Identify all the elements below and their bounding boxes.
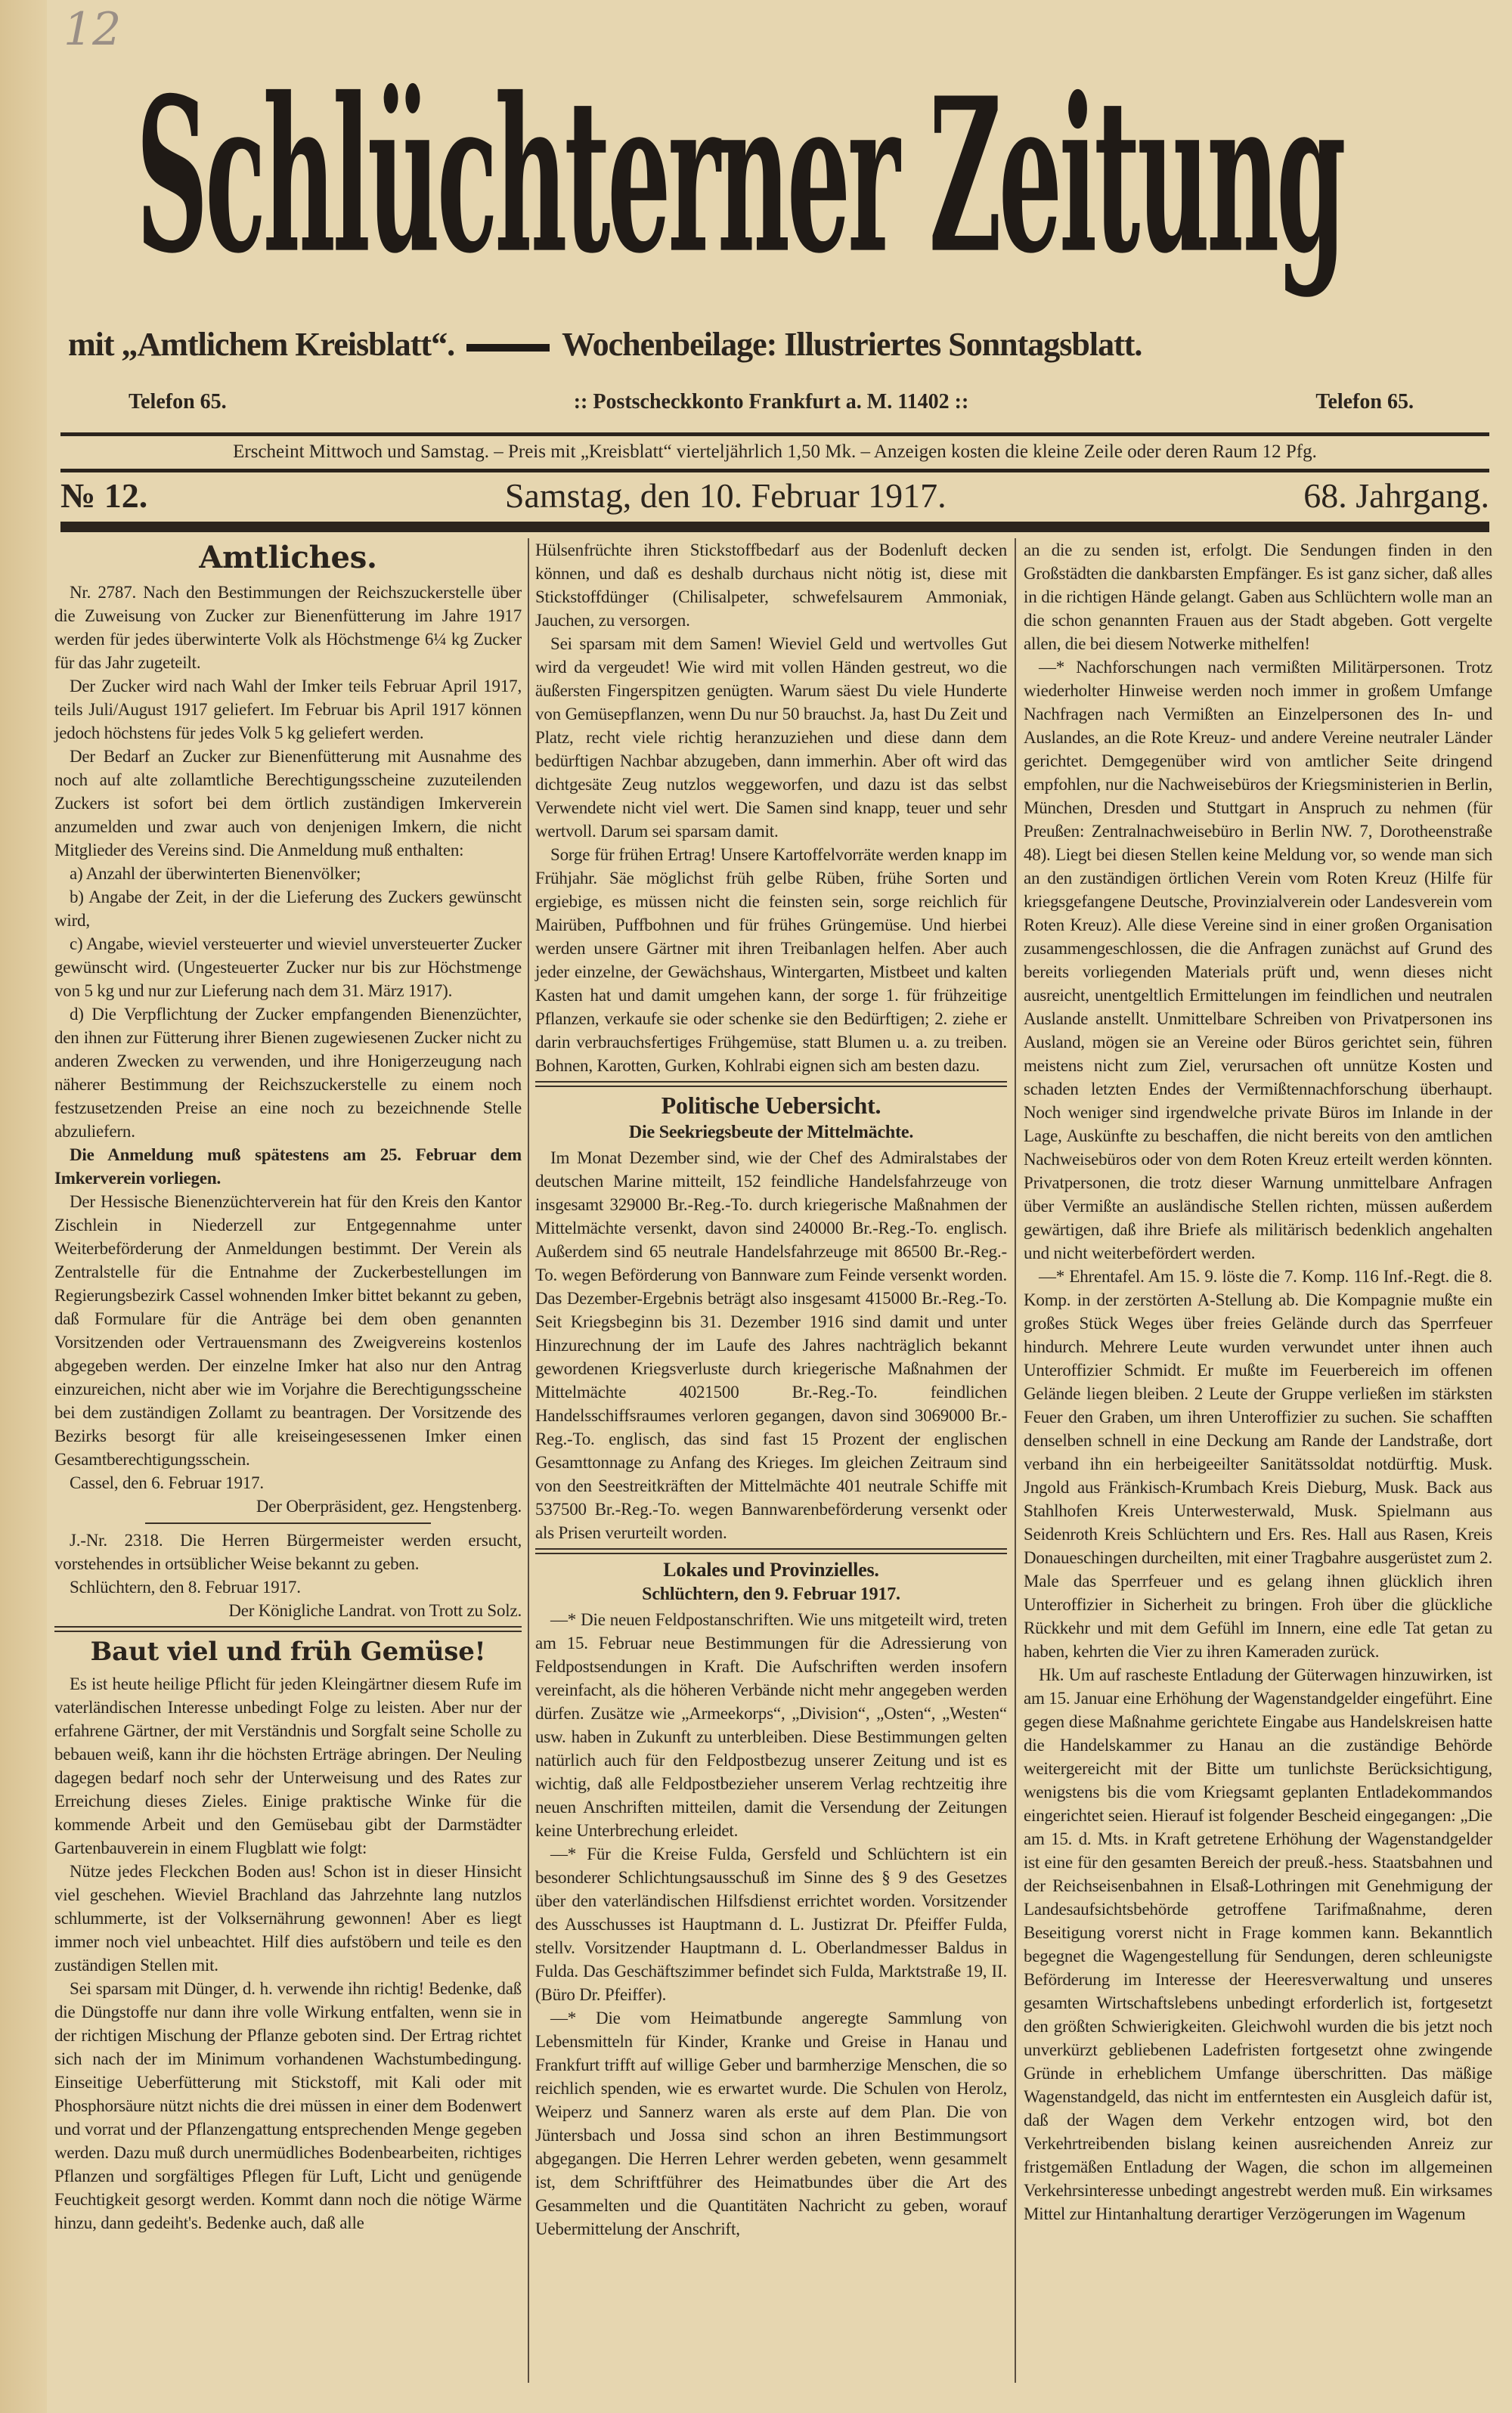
- section-heading-politik: Politische Uebersicht.: [661, 1092, 881, 1119]
- column-3: [1024, 538, 1492, 2226]
- article-paragraph: J.-Nr. 2318. Die Herren Bürgermeister werden ersucht, vorstehendes in ortsüblicher Weise bekannt zu geben.: [54, 1531, 522, 1573]
- divider: [54, 1626, 522, 1632]
- column-separator: [1015, 538, 1016, 2383]
- article-paragraph: Sei sparsam mit dem Samen! Wieviel Geld und wertvolles Gut wird da vergeudet! Wie wird mit vollen Händen gestreut, wo die äußersten Fingerspitzen genügten. Warum säest Du viele Hunderte von Gemüsepflanzen, wenn Du nur 50 brauchst. Ja, hast Du Zeit und Platz, recht viele richtig heranzuziehen und diese dann dem bedürftigen Nachbar abzugeben, dann immerhin. Aber oft wird das dichtgesäte Zeug nutzlos weggeworfen, und dazu ist das selbst Verwendete nicht viel wert. Die Samen sind knapp, teuer und sehr wertvoll. Darum sei sparsam damit.: [535, 634, 1007, 841]
- article-paragraph: Der Bedarf an Zucker zur Bienenfütterung mit Ausnahme des noch auf alte zollamtliche Berechtigungsscheine zuzuteilenden Zuckers ist sofort bei dem örtlich zuständigen Imkerverein anzumelden und zwar auch von denjenigen Imkern, die nicht Mitglieder des Vereins sind. Die Anmeldung muß enthalten:: [54, 747, 522, 860]
- section-heading-lokales: Lokales und Provinzielles.: [663, 1559, 879, 1581]
- column-1: [54, 538, 522, 2235]
- list-item: b) Angabe der Zeit, in der die Lieferung des Zuckers gewünscht wird,: [54, 887, 522, 930]
- page-edge: [0, 0, 47, 2413]
- phone-right: Telefon 65.: [1315, 390, 1414, 414]
- article-paragraph: Der Zucker wird nach Wahl der Imker teils Februar April 1917, teils Juli/August 1917 geliefert. Im Februar bis April 1917 können jedoch höchstens für jedes Volk 5 kg geliefert werden.: [54, 677, 522, 742]
- subtitle-right: Wochenbeilage: Illustriertes Sonntagsblatt.: [562, 326, 1142, 363]
- issue-dateline: [60, 475, 1489, 517]
- divider: [145, 1522, 431, 1524]
- postal-account: :: Postscheckkonto Frankfurt a. M. 11402 ::: [573, 390, 969, 414]
- masthead-subtitle: [68, 324, 1474, 366]
- article-heading-gemuese: Baut viel und früh Gemüse!: [90, 1637, 486, 1667]
- divider: [535, 1548, 1007, 1554]
- place-date: Schlüchtern, den 8. Februar 1917.: [70, 1578, 301, 1597]
- article-paragraph: Sorge für frühen Ertrag! Unsere Kartoffelvorräte werden knapp im Frühjahr. Säe möglichst früh gelbe Rüben, frühe Sorten und ergiebige, es müssen nicht die feinsten sein, sorge reichlich für Mairüben, Puffbohnen und für frühes Grüngemüse. Und hierbei werden unsere Gärtner mit ihren Treibanlagen helfen. Aber auch jeder einzelne, der Gewächshaus, Wintergarten, Mistbeet und kalten Kasten hat und damit umgehen kann, der sorge 1. für frühzeitige Pflanzen, verkaufe sie oder schenke sie den Bedürftigen; 2. ziehe er darin verbrauchsfertiges Frühgemüse, statt Blumen u. a. zu treiben. Bohnen, Karotten, Gurken, Kohlrabi eignen sich am besten dazu.: [535, 845, 1007, 1075]
- dateline-rule: [60, 522, 1489, 532]
- article-paragraph: Nütze jedes Fleckchen Boden aus! Schon ist in dieser Hinsicht viel geschehen. Wieviel Brachland das Jahrzehnte lang nutzlos schlummerte, ist der Volksernährung gewonnen! Aber es liegt immer noch viel unbeachtet. Hilf dies aufstöbern und teile es den zuständigen Stellen mit.: [54, 1862, 522, 1975]
- article-paragraph: Im Monat Dezember sind, wie der Chef des Admiralstabes der deutschen Marine mitteilt, 152 feindliche Handelsfahrzeuge von insgesamt 329000 Br.-Reg.-To. durch kriegerische Maßnahmen der Mittelmächte versenkt, davon sind 240000 Br.-Reg.-To. englisch. Außerdem sind 65 neutrale Handelsfahrzeuge mit 86500 Br.-Reg.-To. wegen Beförderung von Bannware zum Feinde versenkt worden. Das Dezember-Ergebnis beträgt also insgesamt 415000 Br.-Reg.-To. Seit Kriegsbeginn bis 31. Dezember 1916 sind damit und unter Hinzurechnung der im Laufe des Jahres nachträglich bekannt gewordenen Kriegsverluste durch kriegerische Maßnahmen der Mittelmächte 4021500 Br.-Reg.-To. feindlichen Handelsschiffsraumes verloren gegangen, davon sind 3069000 Br.-Reg.-To. englisch, das sind fast 15 Prozent der englischen Gesamttonnage zu Anfang des Krieges. Im gleichen Zeitraum sind von den Seestreitkräften der Mittelmächte 401 neutrale Schiffe mit 537500 Br.-Reg.-To. wegen Bannwarenbeförderung versenkt oder als Prisen verurteilt worden.: [535, 1148, 1007, 1542]
- divider: [535, 1081, 1007, 1087]
- column-separator: [528, 538, 529, 2383]
- article-paragraph: —* Die neuen Feldpostanschriften. Wie uns mitgeteilt wird, treten am 15. Februar neue Bestimmungen für die Adressierung von Feldpostsendungen in Kraft. Die Aufschriften werden insofern vereinfacht, als die höheren Verbände nicht mehr angegeben werden dürfen. Zusätze wie „Armeekorps“, „Division“, „Osten“, „Westen“ usw. haben in Zukunft zu unterbleiben. Diese Bestimmungen gelten natürlich auch für den Feldpostbezug unserer Zeitung und ist es wichtig, daß alle Feldpostbezieher unserem Verlag rechtzeitig ihre neuen Anschriften mitteilen, damit die Versendung der Zeitungen keine Unterbrechung erleidet.: [535, 1610, 1007, 1840]
- article-paragraph: Es ist heute heilige Pflicht für jeden Kleingärtner diesem Rufe im vaterländischen Interesse unbedingt Folge zu leisten. Aber nur der erfahrene Gärtner, der mit Verständnis und Sorgfalt seine Scholle zu bebauen weiß, kann ihr die höchsten Erträge abringen. Der Neuling dagegen bedarf noch sehr der Unterweisung und des Rates zur Erreichung dieses Zieles. Einige praktische Winke für die kommende Arbeit und den Gemüsebau gibt der Darmstädter Gartenbauverein in einem Flugblatt wie folgt:: [54, 1674, 522, 1857]
- issue-number: № 12.: [60, 476, 148, 515]
- volume-number: 68. Jahrgang.: [1303, 476, 1489, 515]
- deadline-notice: Die Anmeldung muß spätestens am 25. Februar dem Imkerverein vorliegen.: [54, 1145, 522, 1188]
- article-paragraph: Der Hessische Bienenzüchterverein hat für den Kreis den Kantor Zischlein in Niederzell zur Entgegennahme unter Weiterbeförderung der Anmeldungen bestimmt. Der Verein als Zentralstelle für die Entnahme der Zuckerbestellungen im Regierungsbezirk Cassel wohnenden Imker bittet bekannt zu geben, daß Formulare für die Anträge bei dem oben genannten Vorsitzenden oder Vertrauensmann des Zweigvereins kostenlos abgegeben werden. Der einzelne Imker hat also nur den Antrag einzureichen, nicht aber wie im Vorjahre die Berechtigungsscheine bei dem zuständigen Zollamt zu beantragen. Der Vorsitzende des Bezirks besorgt für alle kreiseingesessenen Imker einen Gesamtberechtigungsschein.: [54, 1192, 522, 1469]
- handwritten-page-number: 12: [64, 3, 122, 56]
- list-item: d) Die Verpflichtung der Zucker empfangenden Bienenzüchter, den ihnen zur Fütterung ihrer Bienen zugewiesenen Zucker nicht zu anderen Zwecken zu verwenden, und ihre Honigerzeugung nach näherer Bestimmung der Reichszuckerstelle zu einem noch festzusetzenden Preise an eine noch zu bezeichnende Stelle abzuliefern.: [54, 1005, 522, 1141]
- list-item: c) Angabe, wieviel versteuerter und wieviel unversteuerter Zucker gewünscht wird. (Ungesteuerter Zucker nur bis zur Höchstmenge von 5 kg und nur zur Lieferung nach dem 31. März 1917).: [54, 934, 522, 1000]
- section-dateline: Schlüchtern, den 9. Februar 1917.: [642, 1584, 900, 1604]
- article-paragraph: —* Ehrentafel. Am 15. 9. löste die 7. Komp. 116 Inf.-Regt. die 8. Komp. in der zerstörten A-Stellung ab. Die Kompagnie mußte ein großes Stück Weges über freies Gelände durch das Sperrfeuer hindurch. Mehrere Leute wurden verwundet unter ihnen auch Unteroffizier Schmidt. Er mußte im Feuerbereich im offenen Gelände liegen bleiben. 2 Leute der Gruppe verließen im stärksten Feuer den Graben, um ihren Unteroffizier zu suchen. Sie schafften denselben schnell in eine Deckung am Rande der Landstraße, dort verband ihn ein herbeigeeilter Sanitätssoldat notdürftig. Musk. Jngold aus Fränkisch-Krumbach Kreis Dieburg, Musk. Back aus Stahlhofen Kreis Unterwesterwald, Musk. Spielmann aus Seidenroth Kreis Schlüchtern und Ers. Res. Hall aus Rasen, Kreis Donaueschingen durcheilten, mit einer Tragbahre ausgerüstet zum 2. Male das Sperrfeuer und es gelang ihnen glücklich ihren Unteroffizier in Sicherheit zu bringen. Froh über die glückliche Rückkehr und mit dem Gefühl im Innern, eine edle Tat getan zu haben, kehrten die Vier zu ihren Kameraden zurück.: [1024, 1267, 1492, 1661]
- article-paragraph: Nr. 2787. Nach den Bestimmungen der Reichszuckerstelle über die Zuweisung von Zucker zur Bienenfütterung im Jahre 1917 werden für jedes überwinterte Volk als Höchstmenge 6¼ kg Zucker für das Jahr zugeteilt.: [54, 583, 522, 672]
- article-paragraph: —* Für die Kreise Fulda, Gersfeld und Schlüchtern ist ein besonderer Schlichtungsausschuß im Sinne des § 9 des Gesetzes über den vaterländischen Hilfsdienst errichtet worden. Vorsitzender des Ausschusses ist Hauptmann d. L. Justizrat Dr. Pfeiffer Fulda, stellv. Vorsitzender Hauptmann d. L. Oberlandmesser Baldus in Fulda. Das Geschäftszimmer befindet sich Fulda, Marktstraße 19, II. (Büro Dr. Pfeiffer).: [535, 1845, 1007, 2004]
- article-paragraph: —* Die vom Heimatbunde angeregte Sammlung von Lebensmitteln für Kinder, Kranke und Greise in Hanau und Frankfurt trifft auf willige Geber und barmherzige Menschen, die so reichlich spenden, wie es erwartet wurde. Die Schulen von Herolz, Weiperz und Sannerz waren als erste auf dem Plan. Die von Jüntersbach und Jossa sind schon an ihren Bestimmungsort abgegangen. Die Herren Lehrer werden gebeten, wenn gesammelt ist, dem Schriftführer des Heimatbundes über die Art des Gesammelten und die Quantitäten Nachricht zu geben, worauf Uebermittelung der Anschrift,: [535, 2009, 1007, 2238]
- article-paragraph: —* Nachforschungen nach vermißten Militärpersonen. Trotz wiederholter Hinweise werden noch immer in großem Umfange Nachfragen nach Vermißten an Einzelpersonen des In- und Auslandes, an die Rote Kreuz- und andere Vereine neutraler Länder gerichtet. Demgegenüber wird von amtlicher Seite dringend empfohlen, nur die Nachweisebüros der Kriegsministerien in Berlin, München, Dresden und Stuttgart in Anspruch zu nehmen (für Preußen: Zentralnachweisebüro in Berlin NW. 7, Dorotheenstraße 48). Liegt bei diesen Stellen keine Meldung vor, so wende man sich an den zuständigen örtlichen Verein vom Roten Kreuz (Hilfe für kriegsgefangene Deutsche, Provinzialverein oder Landesverein vom Roten Kreuz). Alle diese Vereine sind in einer großen Organisation zusammengeschlossen, die die Anfragen zunächst auf Grund des bereits vorliegenden Materials prüft und, wenn dieses nicht ausreicht, unentgeltlich Ermittelungen im feindlichen und neutralen Auslande anstellt. Unmittelbare Schreiben von Privatpersonen ins Ausland, mögen sie an Vereine oder Büros gerichtet sein, führen meistens nicht zum Ziel, verursachen oft unnütze Kosten und schaden letzten Endes der Vermißtennachforschung überhaupt. Noch weniger sind irgendwelche private Büros im Inlande in der Lage, Auskünfte zu beschaffen, die nicht bereits von den amtlichen Nachweisebüros oder von dem Roten Kreuz erteilt werden könnten. Privatpersonen, die trotz dieser Warnung unmittelbare Anfragen über Vermißte an ausländische Stellen richten, müssen außerdem gewärtigen, daß ihre Briefe als militärisch bedenklich angehalten und nicht weiterbefördert werden.: [1024, 658, 1492, 1262]
- phone-left: Telefon 65.: [129, 390, 227, 414]
- contact-row: [129, 389, 1414, 415]
- article-paragraph: an die zu senden ist, erfolgt. Die Sendungen finden in den Großstädten die dankbarsten Empfänger. Es ist ganz sicher, daß alles in die richtigen Hände gelangt. Gaben aus Schlüchtern wolle man an die schon genannten Frauen aus der Stadt abgeben. Gott vergelte allen, die bei diesem Notwerke mithelfen!: [1024, 541, 1492, 653]
- article-subheading: Die Seekriegsbeute der Mittelmächte.: [628, 1123, 914, 1142]
- issue-date: Samstag, den 10. Februar 1917.: [504, 476, 947, 515]
- section-heading-amtliches: Amtliches.: [199, 540, 377, 575]
- signature: Der Oberpräsident, gez. Hengstenberg.: [256, 1497, 522, 1516]
- article-paragraph: Hk. Um auf rascheste Entladung der Güterwagen hinzuwirken, ist am 15. Januar eine Erhöhung der Wagenstandgelder eingeführt. Eine gegen diese Maßnahme gerichtete Eingabe aus Handelskreisen hatte die Handelskammer zu Hanau an die zuständige Behörde weitergereicht mit der Bitte um tunlichste Berücksichtigung, wenigstens bis die vom Kriegsamt geplanten Entladekommandos eingerichtet seien. Hierauf ist folgender Bescheid eingegangen: „Die am 15. d. Mts. in Kraft getretene Erhöhung der Wagenstandgelder ist eine für den gesamten Bereich der preuß.-hess. Staatsbahnen und der Reichseisenbahnen in Elsaß-Lothringen mit Genehmigung der Landesaufsichtsbehörde getroffene Tarifmaßnahme, deren Beseitigung vorerst nicht in Frage kommen kann. Bekanntlich begegnet die Wagengestellung für Sendungen, deren schleunigste Beförderung im Interesse der Heeresverwaltung und unseres gesamten Wirtschaftslebens unbedingt erforderlich ist, fortgesetzt den größten Schwierigkeiten. Gleichwohl wurden die bis jetzt noch unverkürzt gebliebenen Ladefristen fortgesetzt ohne zwingende Gründe in erheblichem Umfange überschritten. Das mäßige Wagenstandgeld, das nicht im entferntesten ein Ausgleich dafür ist, daß der Wagen dem Verkehr entzogen wird, bot den Verkehrtreibenden bislang keinen ausreichenden Anreiz zur fristgemäßen Entladung der Wagen, die schon im allgemeinen Verkehrsinteresse unbedingt angestrebt werden muß. Ein wirksames Mittel zur Hintanhaltung derartiger Verzögerungen im Wagenum: [1024, 1665, 1492, 2223]
- newspaper-title: [136, 51, 1467, 310]
- column-2: [535, 538, 1007, 2241]
- signature: Der Königliche Landrat. von Trott zu Solz.: [228, 1601, 522, 1620]
- article-paragraph: Hülsenfrüchte ihren Stickstoffbedarf aus der Bodenluft decken können, und daß es deshalb durchaus nicht nötig ist, diese mit Stickstoffdünger (Chilisalpeter, schwefelsaurem Ammoniak, Jauchen, zu versorgen.: [535, 541, 1007, 630]
- publication-info: Erscheint Mittwoch und Samstag. – Preis mit „Kreisblatt“ vierteljährlich 1,50 Mk. – Anzeigen kosten die kleine Zeile oder deren Raum 12 Pfg.: [233, 441, 1317, 462]
- list-item: a) Anzahl der überwinterten Bienenvölker;: [70, 864, 361, 883]
- article-paragraph: Sei sparsam mit Dünger, d. h. verwende ihn richtig! Bedenke, daß die Düngstoffe nur dann ihre volle Wirkung entfalten, wenn sie in der richtigen Mischung der Pflanze geboten sind. Der Ertrag richtet sich nach der im Minimum vorhandenen Wachstumbedingung. Einseitige Ueberfütterung mit Stickstoff, mit Kali oder mit Phosphorsäure nützt nichts die drei müssen in einer dem Bodenwert und vorrat und der Pflanzengattung entsprechenden Menge gegeben werden. Dazu muß durch unermüdliches Bodenbearbeiten, richtiges Pflanzen und sorgfältiges Pflegen für Luft, Licht und genügende Feuchtigkeit gesorgt werden. Kommt dann noch die nötige Wärme hinzu, dann gedeiht's. Bedenke auch, daß alle: [54, 1979, 522, 2232]
- title-text: Schlüchterner Zeitung: [136, 51, 1343, 301]
- masthead-rule: [60, 432, 1489, 436]
- subtitle-left: mit „Amtlichem Kreisblatt“.: [68, 326, 455, 363]
- info-rule: [60, 469, 1489, 472]
- subtitle-dash: [466, 344, 550, 352]
- place-date: Cassel, den 6. Februar 1917.: [70, 1473, 264, 1492]
